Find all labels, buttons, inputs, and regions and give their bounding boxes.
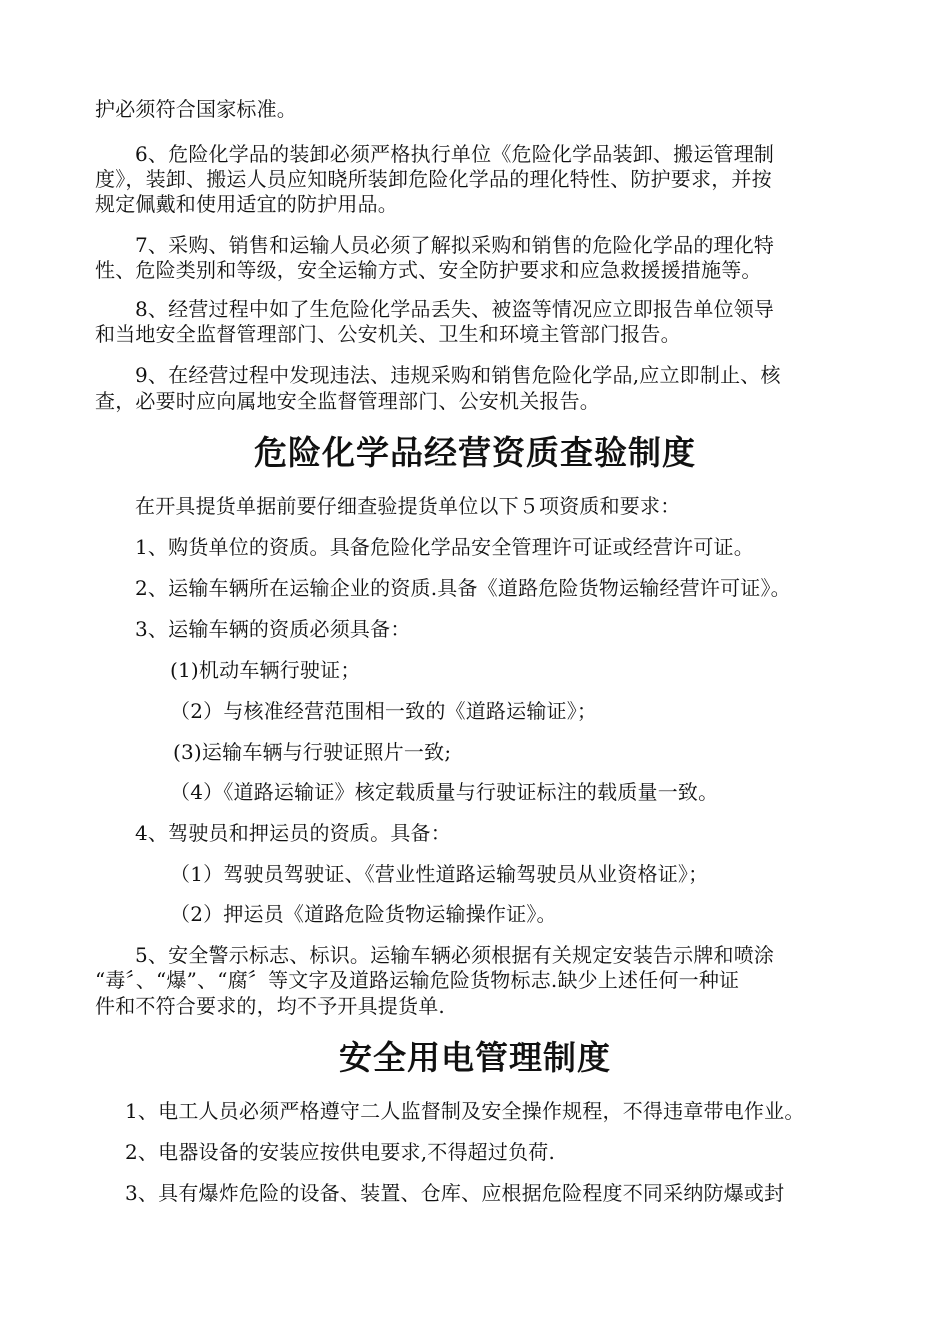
paragraph-line: 3、具有爆炸危险的设备、装置、仓库、应根据危险程度不同采纳防爆或封 (125, 1181, 785, 1205)
list-item: (3)运输车辆与行驶证照片一致; (173, 740, 452, 764)
paragraph-line: 7、采购、销售和运输人员必须了解拟采购和销售的危险化学品的理化特 (135, 233, 775, 257)
section-heading: 危险化学品经营资质查验制度 (254, 433, 696, 472)
paragraph-line: 1、购货单位的资质。具备危险化学品安全管理许可证或经营许可证。 (135, 535, 754, 559)
paragraph-line: 查，必要时应向属地安全监督管理部门、公安机关报告。 (95, 389, 600, 413)
section-heading: 安全用电管理制度 (339, 1038, 611, 1077)
list-item: （4）《道路运输证》核定载质量与行驶证标注的载质量一致。 (170, 780, 719, 804)
paragraph-line: 4、驾驶员和押运员的资质。具备： (135, 821, 451, 845)
paragraph-line: 规定佩戴和使用适宜的防护用品。 (95, 192, 398, 216)
paragraph-line: 1、电工人员必须严格遵守二人监督制及安全操作规程，不得违章带电作业。 (125, 1099, 805, 1123)
paragraph-line: 护必须符合国家标准。 (95, 97, 297, 121)
list-item: (1)机动车辆行驶证； (170, 658, 361, 682)
paragraph-line: 8、经营过程中如了生危险化学品丢失、被盗等情况应立即报告单位领导 (135, 297, 775, 321)
paragraph-line: 5、安全警示标志、标识。运输车辆必须根据有关规定安装告示牌和喷涂 (135, 943, 775, 967)
paragraph-line: 度》，装卸、搬运人员应知晓所装卸危险化学品的理化特性、防护要求，并按 (95, 167, 772, 191)
paragraph-line: 9、在经营过程中发现违法、违规采购和销售危险化学品,应立即制止、核 (135, 363, 781, 387)
list-item: （2）押运员《道路危险货物运输操作证》。 (170, 902, 557, 926)
paragraph-line: 2、电器设备的安装应按供电要求,不得超过负荷. (125, 1140, 556, 1164)
paragraph-line: 3、运输车辆的资质必须具备： (135, 617, 411, 641)
paragraph-line: 2、运输车辆所在运输企业的资质.具备《道路危险货物运输经营许可证》。 (135, 576, 791, 600)
paragraph-line: 性、危险类别和等级，安全运输方式、安全防护要求和应急救援援措施等。 (95, 258, 762, 282)
list-item: （2）与核准经营范围相一致的《道路运输证》； (170, 699, 598, 723)
paragraph-line: 6、危险化学品的装卸必须严格执行单位《危险化学品装卸、搬运管理制 (135, 142, 775, 166)
list-item: （1）驾驶员驾驶证、《营业性道路运输驾驶员从业资格证》； (170, 862, 709, 886)
paragraph-line: 件和不符合要求的，均不予开具提货单. (95, 994, 445, 1018)
paragraph-line: 在开具提货单据前要仔细查验提货单位以下５项资质和要求： (135, 494, 681, 518)
paragraph-line: 和当地安全监督管理部门、公安机关、卫生和环境主管部门报告。 (95, 322, 681, 346)
paragraph-line: “毒〞、“爆”、“腐〞等文字及道路运输危险货物标志.缺少上述任何一种证 (95, 968, 740, 992)
